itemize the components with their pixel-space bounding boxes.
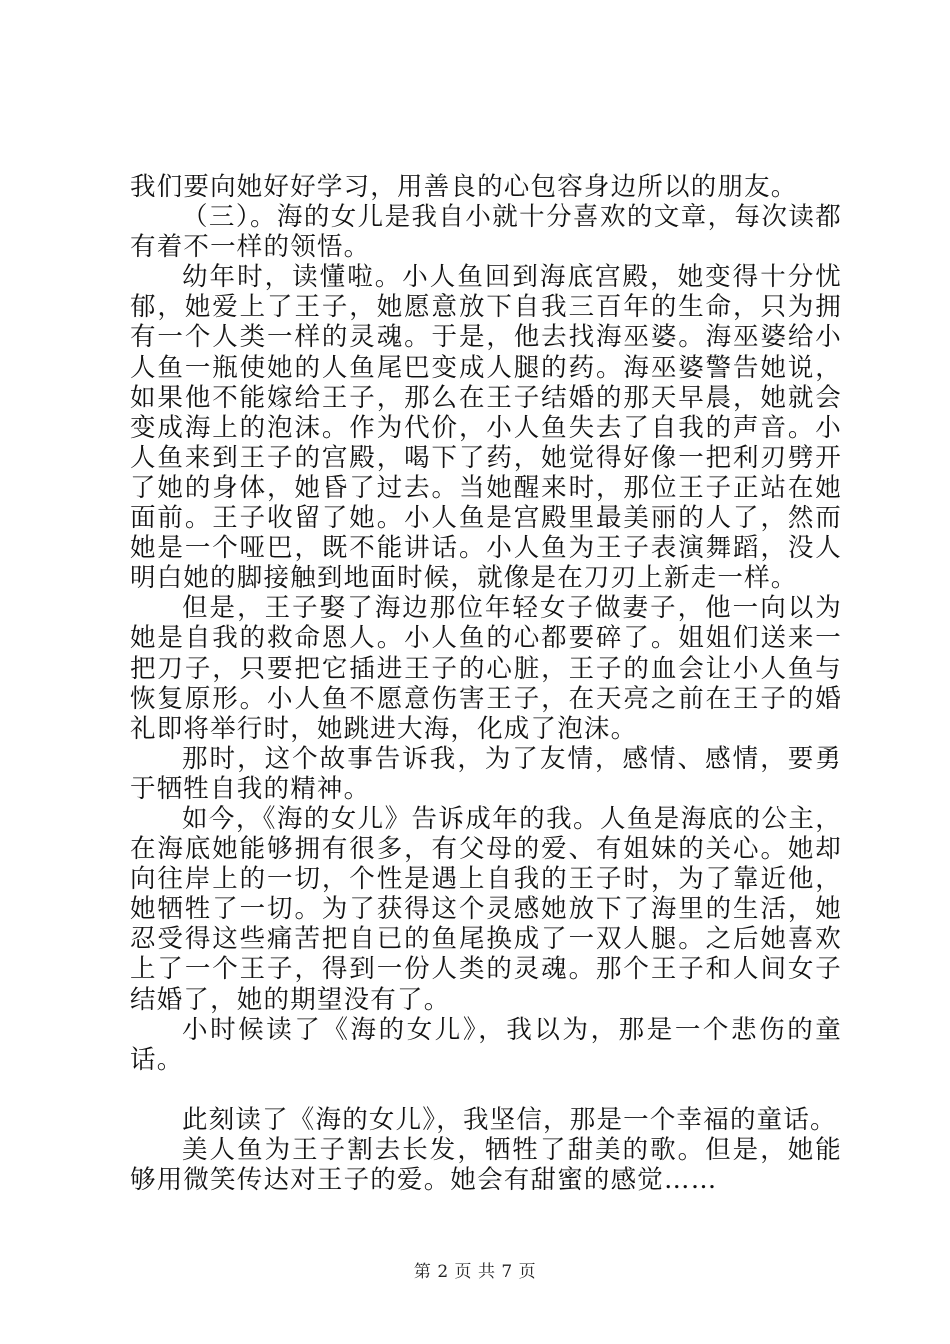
paragraph-4: 但是，王子娶了海边那位年轻女子做妻子，他一向以为她是自我的救命恩人。小人鱼的心都要碎了。姐姐们送来一把刀子，只要把它插进王子的心脏，王子的血会让小人鱼与恢复原形。小人鱼不愿意伤害王子，在天亮之前在王子的婚礼即将举行时，她跳进大海，化成了泡沫。 [130, 593, 842, 744]
paragraph-7: 小时候读了《海的女儿》，我以为，那是一个悲伤的童话。 [130, 1014, 842, 1075]
paragraph-9: 美人鱼为王子割去长发，牺牲了甜美的歌。但是，她能够用微笑传达对王子的爱。她会有甜蜜的感觉…… [130, 1134, 842, 1195]
paragraph-2: （三）。海的女儿是我自小就十分喜欢的文章，每次读都有着不一样的领悟。 [130, 202, 842, 263]
paragraph-8: 此刻读了《海的女儿》，我坚信，那是一个幸福的童话。 [182, 1104, 837, 1135]
paragraph-6: 如今，《海的女儿》告诉成年的我。人鱼是海底的公主，在海底她能够拥有很多，有父母的爱、有姐妹的关心。她却向往岸上的一切，个性是遇上自我的王子时，为了靠近他，她牺牲了一切。为了获得这个灵感她放下了海里的生活，她忍受得这些痛苦把自已的鱼尾换成了一双人腿。之后她喜欢上了一个王子，得到一份人类的灵魂。那个王子和人间女子结婚了，她的期望没有了。 [130, 803, 842, 1015]
page-footer: 第 2 页 共 7 页 [413, 1262, 537, 1282]
document-body [130, 172, 842, 1195]
paragraph-1: 我们要向她好好学习，用善良的心包容身边所以的朋友。 [130, 172, 798, 202]
paragraph-5: 那时，这个故事告诉我，为了友情，感情、感情，要勇于牺牲自我的精神。 [130, 743, 842, 804]
paragraph-3: 幼年时，读懂啦。小人鱼回到海底宫殿，她变得十分忧郁，她爱上了王子，她愿意放下自我三百年的生命，只为拥有一个人类一样的灵魂。于是，他去找海巫婆。海巫婆给小人鱼一瓶使她的人鱼尾巴变成人腿的药。海巫婆警告她说，如果他不能嫁给王子，那么在王子结婚的那天早晨，她就会变成海上的泡沫。作为代价，小人鱼失去了自我的声音。小人鱼来到王子的宫殿，喝下了药，她觉得好像一把利刃劈开了她的身体，她昏了过去。当她醒来时，那位王子正站在她面前。王子收留了她。小人鱼是宫殿里最美丽的人了，然而她是一个哑巴，既不能讲话。小人鱼为王子表演舞蹈，没人明白她的脚接触到地面时候，就像是在刀刃上新走一样。 [130, 262, 842, 594]
